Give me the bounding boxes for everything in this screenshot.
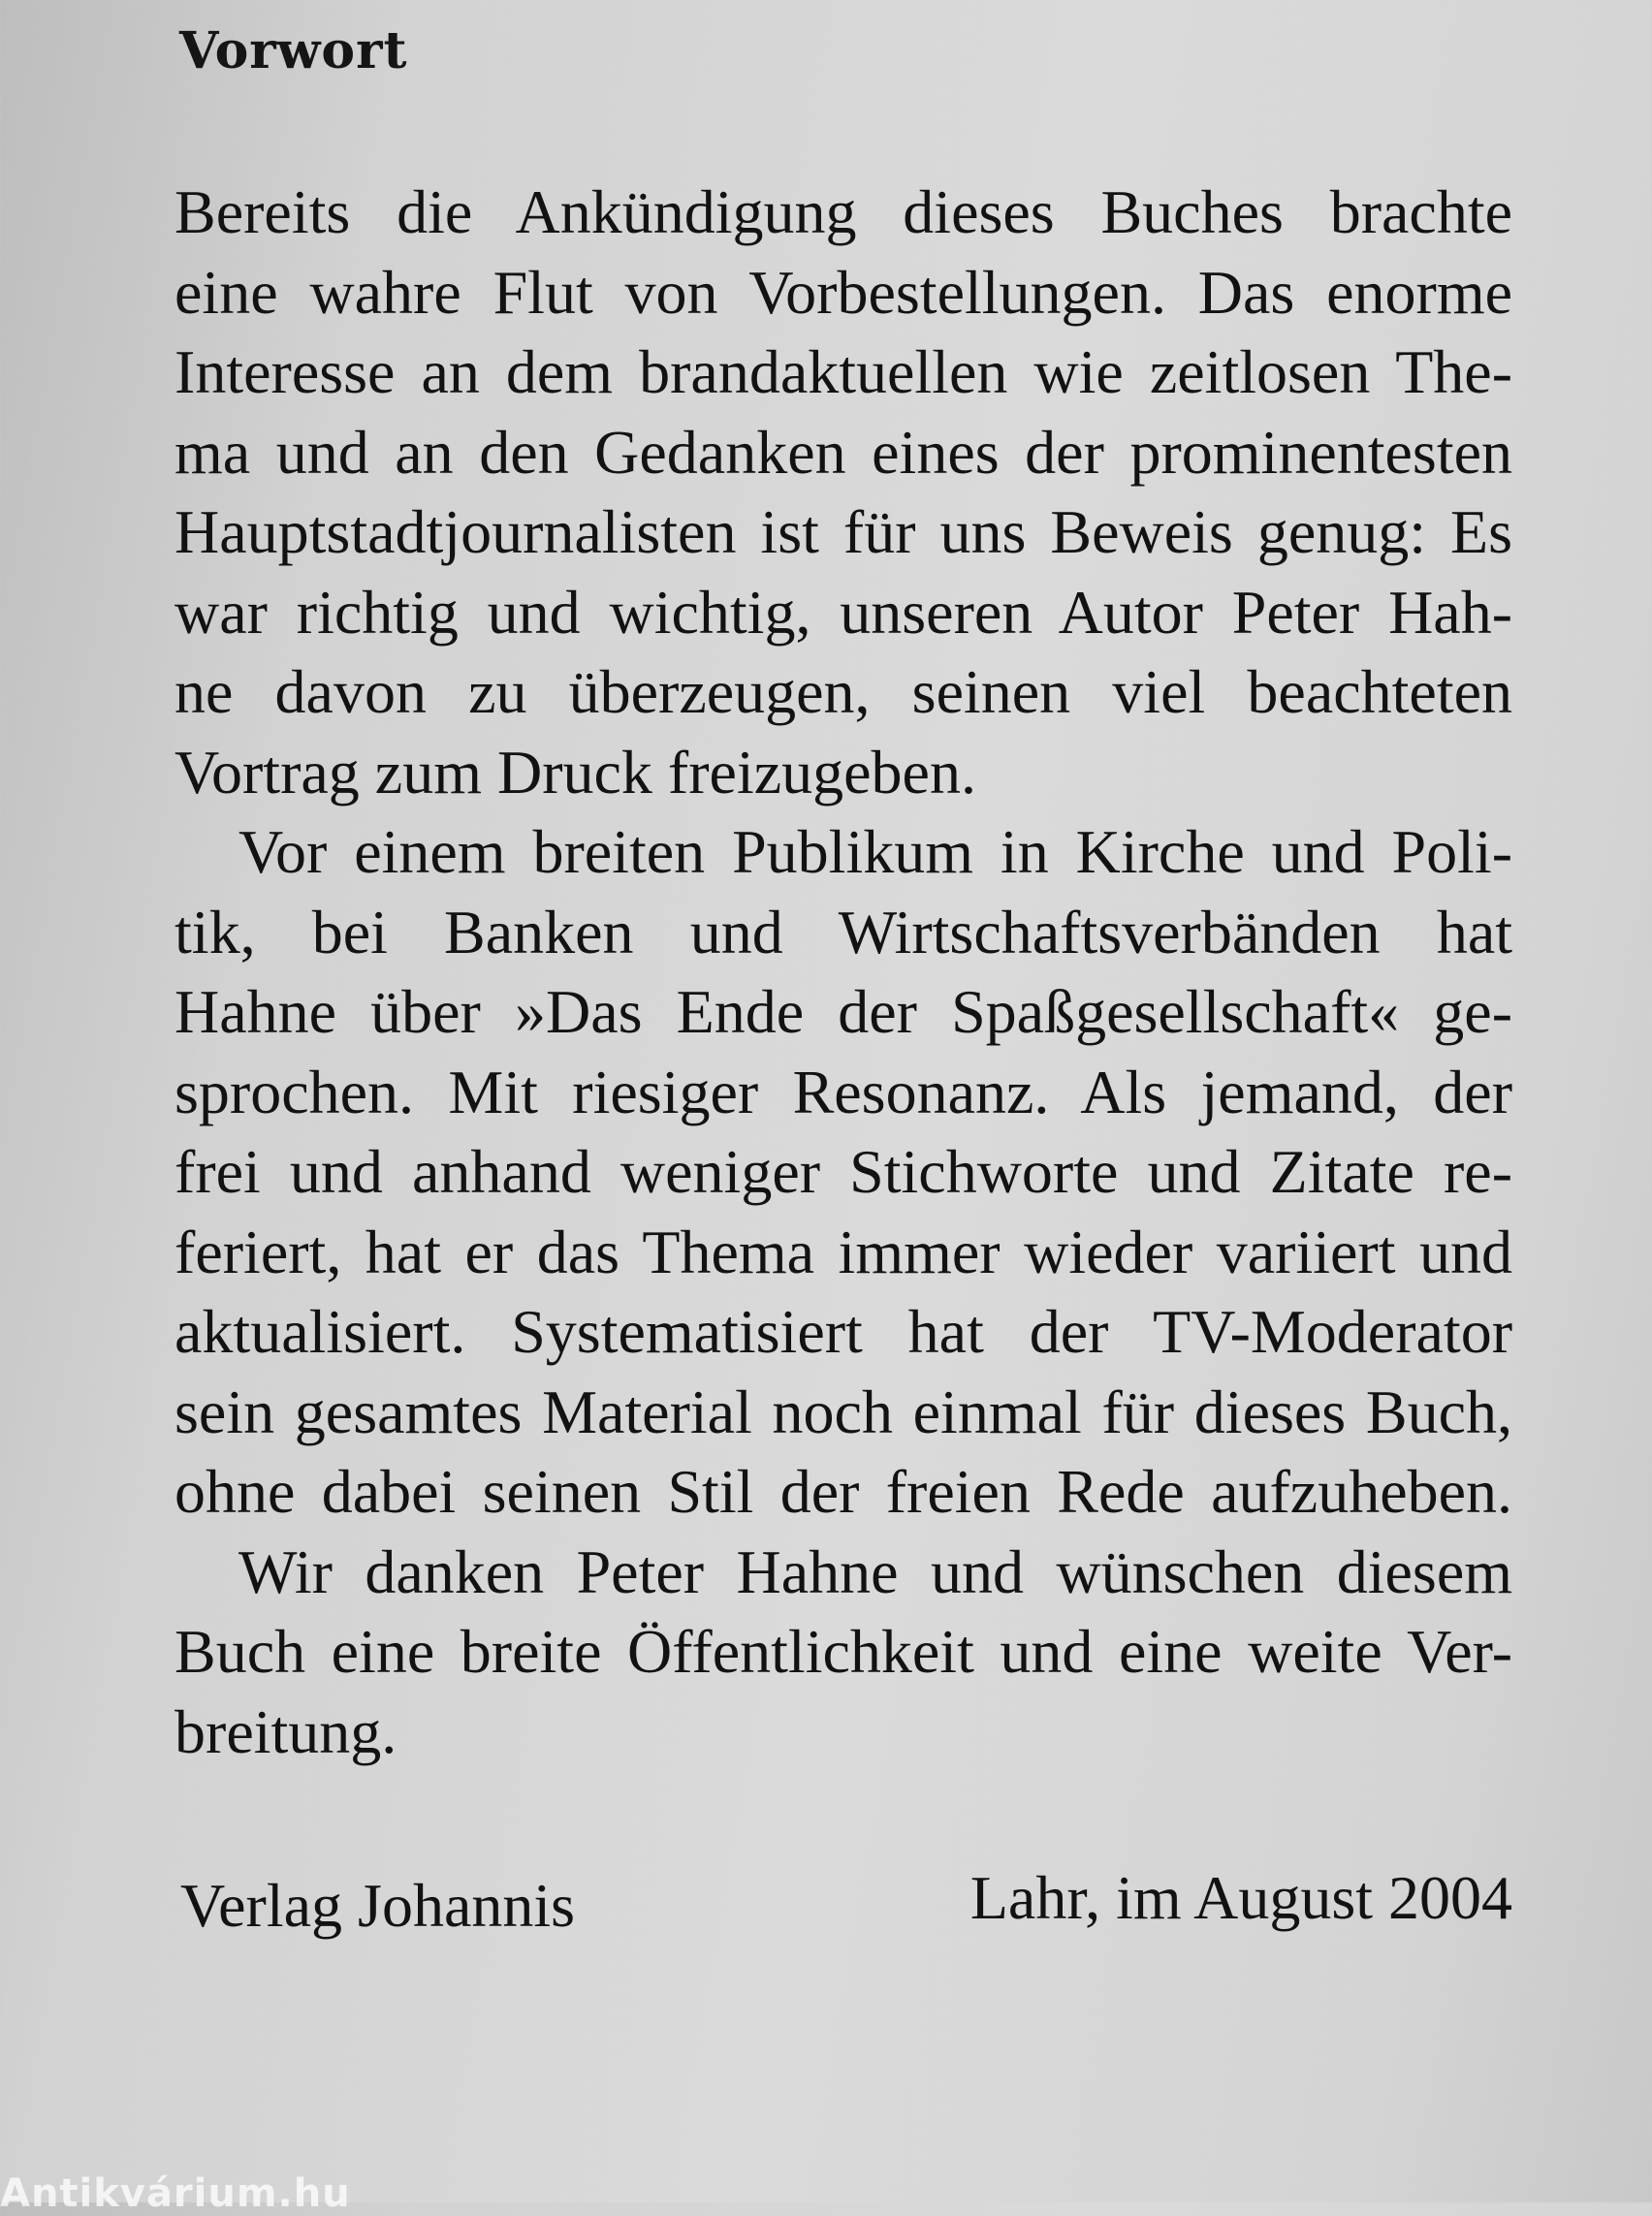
place-and-date: Lahr, im August 2004 [969,1863,1512,1932]
text-line: Vor einem breiten Publikum in Kirche und Poli- [238,817,1512,886]
text-line: eine wahre Flut von Vorbestellungen. Das enorme [175,257,1512,327]
page-heading: Vorwort [179,21,408,80]
text-line: Buch eine breite Öffentlichkeit und eine weite Ver- [175,1617,1512,1686]
text-line: ma und an den Gedanken eines der prominentesten [175,417,1512,487]
text-line: war richtig und wichtig, unseren Autor Peter Hah- [175,577,1512,647]
text-line: Hauptstadtjournalisten ist für uns Beweis genug: Es [175,497,1512,566]
text-line: Vortrag zum Druck freizugeben. [175,737,976,807]
text-line: sprochen. Mit riesiger Resonanz. Als jemand, der [175,1057,1512,1126]
text-line: feriert, hat er das Thema immer wieder variiert und [175,1217,1512,1286]
text-line: Bereits die Ankündigung dieses Buches brachte [175,177,1512,246]
foreword-text [175,173,1512,1772]
text-line: tik, bei Banken und Wirtschaftsverbänden hat [175,897,1512,966]
publisher-name: Verlag Johannis [180,1871,576,1940]
text-line: frei und anhand weniger Stichworte und Zitate re- [175,1137,1512,1206]
text-line: aktualisiert. Systematisiert hat der TV-Moderator [175,1297,1512,1366]
text-line: Hahne über »Das Ende der Spaßgesellschaft« ge- [175,977,1512,1046]
text-line: ne davon zu überzeugen, seinen viel beachteten [175,657,1512,726]
site-watermark: Antikvárium.hu [0,2171,351,2216]
text-line: ohne dabei seinen Stil der freien Rede aufzuheben. [175,1457,1512,1526]
text-line: sein gesamtes Material noch einmal für dieses Buch, [175,1377,1512,1446]
paragraph-2 [175,812,1512,1533]
text-line: Interesse an dem brandaktuellen wie zeitlosen The- [175,337,1512,406]
text-line: Wir danken Peter Hahne und wünschen diesem [238,1536,1512,1606]
text-line: breitung. [175,1696,397,1766]
paragraph-3 [175,1533,1512,1773]
paragraph-1 [175,173,1512,812]
